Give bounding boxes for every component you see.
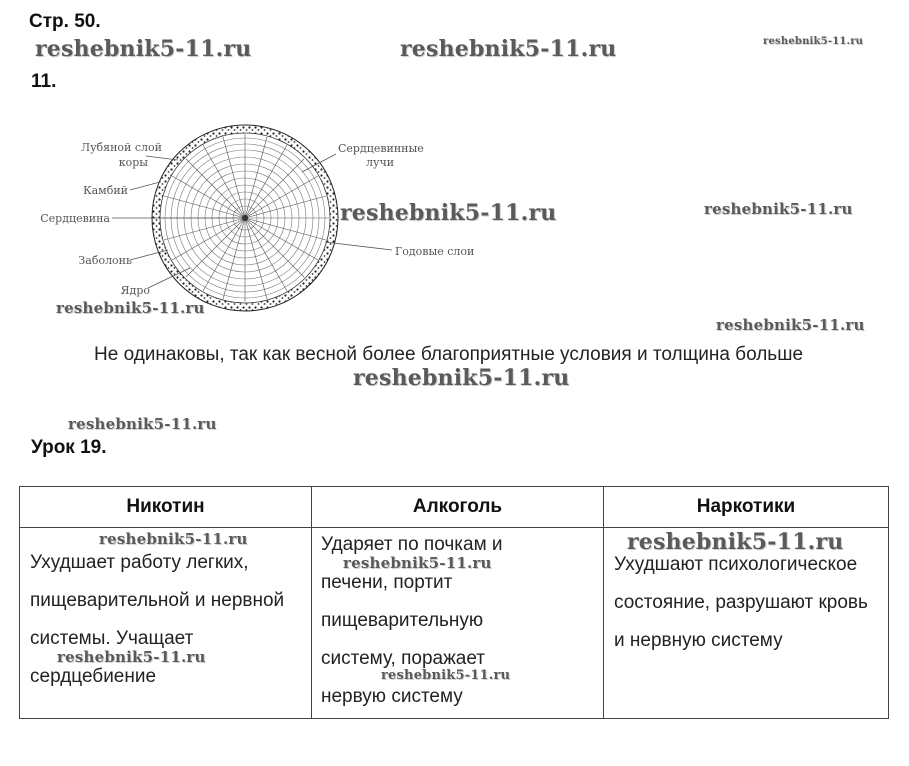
cell-drugs (604, 528, 889, 719)
watermark: reshebnik5-11.ru (68, 415, 217, 433)
watermark: reshebnik5-11.ru (353, 365, 570, 391)
header-alcohol: Алкоголь (312, 487, 604, 528)
label-heart: Сердцевина (40, 212, 110, 225)
task-number: 11. (31, 71, 57, 92)
answer-text: Не одинаковы, так как весной более благоприятные условия и толщина больше (94, 344, 804, 365)
watermark: reshebnik5-11.ru (56, 299, 205, 317)
watermark: reshebnik5-11.ru (704, 200, 853, 218)
watermark: reshebnik5-11.ru (763, 36, 864, 47)
watermark: reshebnik5-11.ru (716, 316, 865, 334)
cell-nicotine-text: Ухудшает работу легких, пищеварительной и нервной системы. Учащает сердцебиение (30, 552, 285, 687)
label-sapwood: Заболонь (78, 254, 132, 267)
header-nicotine: Никотин (20, 487, 312, 528)
cell-drugs-text: Ухудшают психологическое состояние, разрушают кровь и нервную систему (614, 554, 868, 651)
header-drugs: Наркотики (604, 487, 889, 528)
watermark: reshebnik5-11.ru (400, 36, 617, 62)
label-cambium: Камбий (83, 184, 128, 197)
watermark: reshebnik5-11.ru (627, 529, 844, 555)
lesson-heading: Урок 19. (31, 437, 107, 458)
substances-table (19, 486, 889, 719)
watermark: reshebnik5-11.ru (343, 554, 492, 572)
watermark: reshebnik5-11.ru (57, 648, 206, 666)
page-number: Стр. 50. (29, 11, 101, 32)
cell-nicotine (20, 528, 312, 719)
watermark: reshebnik5-11.ru (340, 200, 557, 226)
watermark: reshebnik5-11.ru (35, 36, 252, 62)
label-bast: Лубяной слой коры (80, 141, 162, 169)
label-rays: Сердцевинные лучи (338, 142, 424, 169)
label-rings: Годовые слои (395, 245, 475, 258)
watermark: reshebnik5-11.ru (99, 530, 248, 548)
label-core: Ядро (120, 284, 150, 297)
table-header-row (20, 487, 889, 528)
watermark: reshebnik5-11.ru (381, 668, 511, 683)
cell-alcohol-text: Ударяет по почкам и печени, портит пищеварительную систему, поражает нервую систему (321, 534, 503, 707)
